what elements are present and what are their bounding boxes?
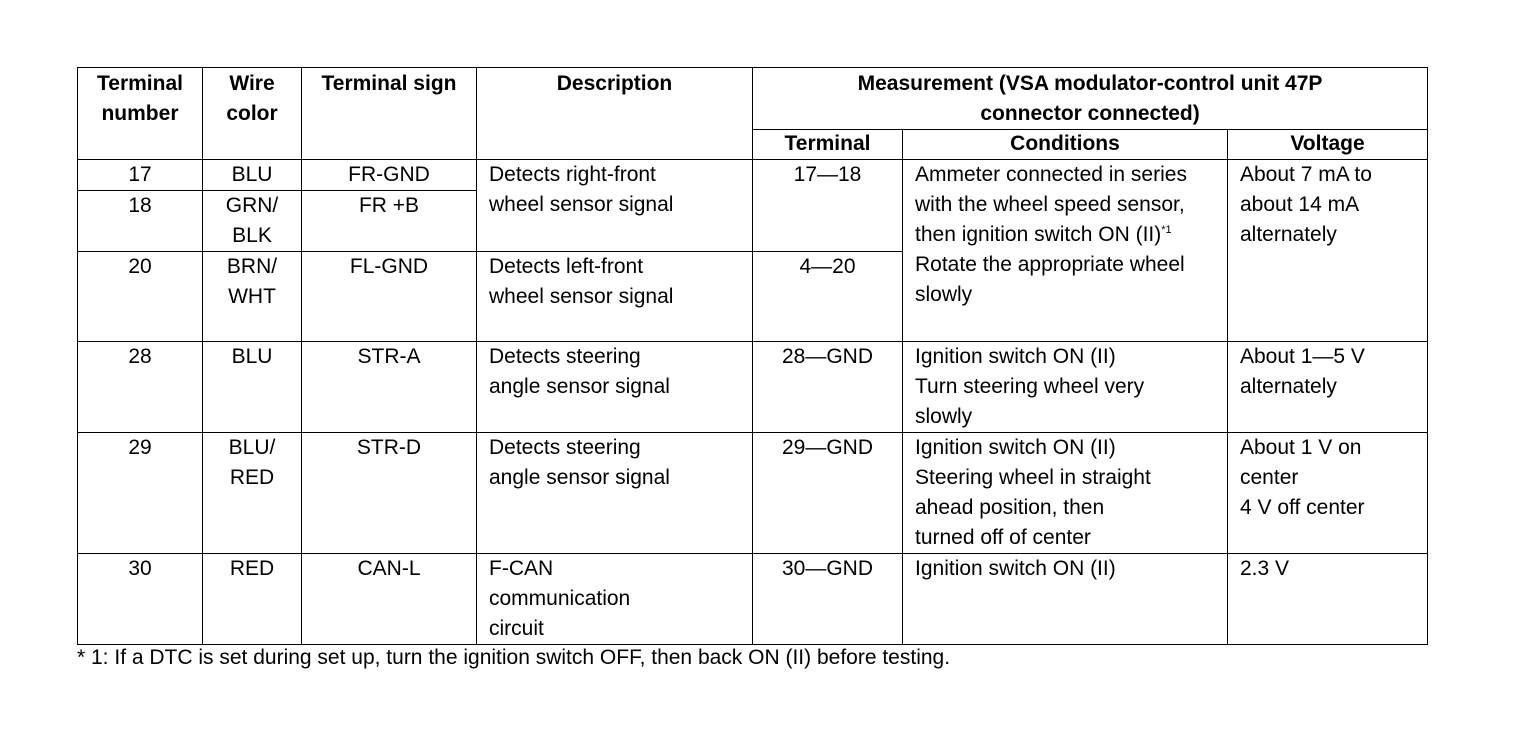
- wire-color-cell: BLU: [203, 160, 302, 191]
- terminal-table: [77, 67, 1428, 645]
- voltage-cell: About 1 V on center 4 V off center: [1228, 433, 1428, 554]
- measurement-terminal-cell: 29—GND: [753, 433, 903, 554]
- conditions-text: Rotate the appropriate wheel slowly: [915, 253, 1185, 306]
- header-voltage: Voltage: [1228, 130, 1428, 160]
- terminal-sign-cell: FR +B: [302, 191, 477, 252]
- voltage-cell: About 7 mA to about 14 mA alternately: [1228, 160, 1428, 342]
- header-terminal: Terminal: [753, 130, 903, 160]
- header-conditions: Conditions: [903, 130, 1228, 160]
- voltage-cell: About 1—5 V alternately: [1228, 342, 1428, 433]
- terminal-sign-cell: FR-GND: [302, 160, 477, 191]
- conditions-cell: Ignition switch ON (II): [903, 554, 1228, 645]
- header-description: Description: [477, 68, 753, 160]
- terminal-number-cell: 30: [78, 554, 203, 645]
- wire-color-cell: BRN/ WHT: [203, 252, 302, 342]
- description-cell: F-CAN communication circuit: [477, 554, 753, 645]
- description-cell: Detects left-front wheel sensor signal: [477, 252, 753, 342]
- footnote-marker: *1: [1161, 224, 1172, 236]
- description-cell: Detects right-front wheel sensor signal: [477, 160, 753, 252]
- measurement-terminal-cell: 4—20: [753, 252, 903, 342]
- terminal-number-cell: 17: [78, 160, 203, 191]
- terminal-sign-cell: FL-GND: [302, 252, 477, 342]
- measurement-terminal-cell: 28—GND: [753, 342, 903, 433]
- wire-color-cell: BLU/ RED: [203, 433, 302, 554]
- conditions-text: Ammeter connected in series with the wheel speed sensor, then ignition switch ON (II): [915, 163, 1187, 246]
- terminal-sign-cell: STR-A: [302, 342, 477, 433]
- table-row: [78, 342, 1428, 433]
- conditions-cell: Ignition switch ON (II) Turn steering wheel very slowly: [903, 342, 1228, 433]
- terminal-sign-cell: STR-D: [302, 433, 477, 554]
- conditions-cell: [903, 160, 1228, 342]
- footnote: * 1: If a DTC is set during set up, turn the ignition switch OFF, then back ON (II) before testing.: [77, 646, 951, 669]
- terminal-sign-cell: CAN-L: [302, 554, 477, 645]
- conditions-cell: Ignition switch ON (II) Steering wheel in straight ahead position, then turned off of center: [903, 433, 1228, 554]
- header-measurement: Measurement (VSA modulator-control unit 47P connector connected): [753, 68, 1428, 130]
- wire-color-cell: BLU: [203, 342, 302, 433]
- table-row: [78, 433, 1428, 554]
- measurement-terminal-cell: 17—18: [753, 160, 903, 252]
- terminal-number-cell: 29: [78, 433, 203, 554]
- header-terminal-number: Terminal number: [78, 68, 203, 160]
- header-terminal-sign: Terminal sign: [302, 68, 477, 160]
- description-cell: Detects steering angle sensor signal: [477, 342, 753, 433]
- table-row: [78, 160, 1428, 191]
- wire-color-cell: RED: [203, 554, 302, 645]
- terminal-number-cell: 28: [78, 342, 203, 433]
- measurement-terminal-cell: 30—GND: [753, 554, 903, 645]
- header-wire-color: Wire color: [203, 68, 302, 160]
- description-cell: Detects steering angle sensor signal: [477, 433, 753, 554]
- table-row: [78, 554, 1428, 645]
- voltage-cell: 2.3 V: [1228, 554, 1428, 645]
- terminal-number-cell: 20: [78, 252, 203, 342]
- wire-color-cell: GRN/ BLK: [203, 191, 302, 252]
- terminal-number-cell: 18: [78, 191, 203, 252]
